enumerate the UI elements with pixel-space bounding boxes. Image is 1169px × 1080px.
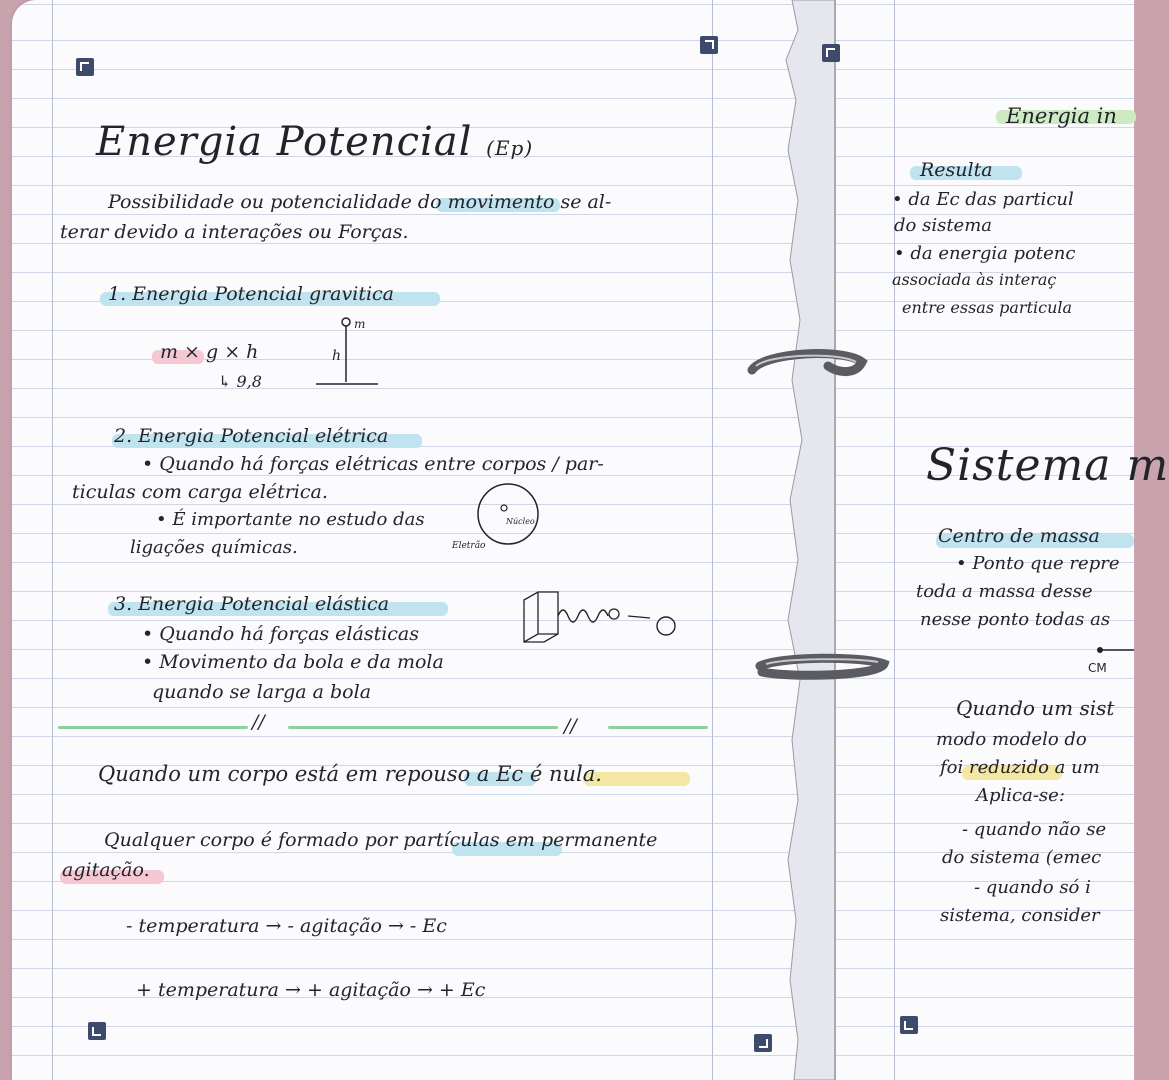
page-title xyxy=(96,118,533,172)
com-line-1: • Ponto que repre xyxy=(956,553,1120,574)
result-line-4: associada às interaç xyxy=(892,270,1057,289)
right-top-heading: Energia in xyxy=(1006,104,1117,128)
rule-plus-arrow-2: → xyxy=(416,979,433,1001)
divider-segment-3 xyxy=(608,726,708,729)
corner-mark-top-right-icon xyxy=(700,36,718,54)
section3-heading: 3. Energia Potencial elástica xyxy=(114,593,390,615)
lower-line-8: sistema, consider xyxy=(940,905,1100,926)
right-page-corner-top-icon xyxy=(822,44,840,62)
binder-ring-top-icon xyxy=(744,344,870,384)
divider-segment-1 xyxy=(58,726,248,729)
particles-line-2: agitação. xyxy=(62,859,150,881)
nucleus-label: Núcleo xyxy=(506,517,535,526)
rule-minus-temperature: - temperatura xyxy=(126,915,260,937)
rule-plus-temperature: + temperatura xyxy=(136,979,279,1001)
section2-line-4: ligações químicas. xyxy=(130,537,298,558)
ball-circle xyxy=(657,617,675,635)
center-of-mass-label: Centro de massa xyxy=(938,525,1100,547)
section1-heading: 1. Energia Potencial gravitica xyxy=(108,283,395,305)
cm-label: CM xyxy=(1088,661,1107,675)
rest-statement: Quando um corpo está em repouso a Ec é nula. xyxy=(98,762,602,786)
lower-line-6: do sistema (emec xyxy=(942,847,1102,868)
system-title: Sistema m xyxy=(926,440,1169,491)
rule-minus xyxy=(126,914,447,938)
divider-mark-2: // xyxy=(564,715,577,737)
formula-text: m × g × h xyxy=(160,341,259,363)
section2-line-2: ticulas com carga elétrica. xyxy=(72,481,328,503)
center-of-mass-diagram xyxy=(1076,640,1134,680)
spring-end xyxy=(609,609,619,619)
torn-edge-shape xyxy=(786,0,838,1080)
torn-page-edge xyxy=(778,0,838,1080)
spring-coil xyxy=(558,610,608,622)
right-margin-line xyxy=(712,0,713,1080)
section3-line-3: quando se larga a bola xyxy=(152,681,372,703)
section2-heading: 2. Energia Potencial elétrica xyxy=(114,425,389,447)
rule-plus-agitation: + agitação xyxy=(306,979,411,1001)
rule-plus-arrow-1: → xyxy=(285,979,301,1001)
height-label: h xyxy=(332,348,342,364)
divider-segment-2 xyxy=(288,726,558,729)
section2-line-3: • É importante no estudo das xyxy=(156,509,425,530)
atom-diagram xyxy=(448,480,548,552)
atom-orbit xyxy=(478,484,538,544)
lower-line-1: Quando um sist xyxy=(956,696,1115,720)
rule-minus-agitation: - agitação xyxy=(287,915,382,937)
rule-minus-ec: - Ec xyxy=(409,915,447,937)
lower-line-2: modo modelo do xyxy=(936,729,1087,750)
wall-block xyxy=(524,592,558,642)
definition-line-2: terar devido a interações ou Forças. xyxy=(60,221,409,243)
left-notebook-page xyxy=(12,0,834,1080)
com-line-2: toda a massa desse xyxy=(916,581,1093,602)
spring-diagram xyxy=(518,590,694,646)
right-page-margin-line xyxy=(894,0,895,1080)
definition-line-1: Possibilidade ou potencialidade do movimento se al- xyxy=(108,191,612,213)
result-line-1: • da Ec das particul xyxy=(892,189,1074,210)
result-label: Resulta xyxy=(920,159,993,181)
section3-line-2: • Movimento da bola e da mola xyxy=(142,651,444,673)
lower-line-3: foi reduzido a um xyxy=(940,757,1100,778)
lower-line-5: - quando não se xyxy=(962,819,1107,840)
g-value-text: 9,8 xyxy=(236,372,262,391)
corner-mark-top-left-icon xyxy=(76,58,94,76)
mass-label: m xyxy=(354,317,366,331)
rule-plus-ec: + Ec xyxy=(438,979,486,1001)
mass-dot xyxy=(342,318,350,326)
particles-line-1: Qualquer corpo é formado por partículas em permanente xyxy=(104,829,658,851)
title-symbol: (Ep) xyxy=(486,136,534,160)
g-value: ↳ 9,8 xyxy=(218,372,262,391)
section3-line-1: • Quando há forças elásticas xyxy=(142,623,420,645)
right-notebook-page xyxy=(834,0,1169,1080)
electron-label: Eletrão xyxy=(452,541,486,551)
title-text: Energia Potencial xyxy=(96,119,473,165)
nucleus-dot xyxy=(501,505,507,511)
result-line-3: • da energia potenc xyxy=(894,243,1076,264)
left-margin-line xyxy=(52,0,53,1080)
height-diagram xyxy=(312,312,392,392)
cm-dot xyxy=(1097,647,1103,653)
corner-mark-bottom-right-icon xyxy=(754,1034,772,1052)
divider-mark-1: // xyxy=(252,711,265,733)
com-line-3: nesse ponto todas as xyxy=(920,609,1111,630)
result-line-2: do sistema xyxy=(894,215,992,236)
lower-line-4: Aplica-se: xyxy=(976,785,1065,806)
binder-ring-bottom-icon xyxy=(752,650,892,686)
right-page-corner-bottom-icon xyxy=(900,1016,918,1034)
section2-line-1: • Quando há forças elétricas entre corpos / par- xyxy=(142,453,604,475)
rule-minus-arrow-2: → xyxy=(387,915,404,937)
corner-mark-bottom-left-icon xyxy=(88,1022,106,1040)
rule-plus xyxy=(136,978,485,1002)
rule-minus-arrow-1: → xyxy=(265,915,282,937)
motion-arrow xyxy=(628,616,650,618)
result-line-5: entre essas particula xyxy=(902,298,1073,317)
lower-line-7: - quando só i xyxy=(974,877,1091,898)
